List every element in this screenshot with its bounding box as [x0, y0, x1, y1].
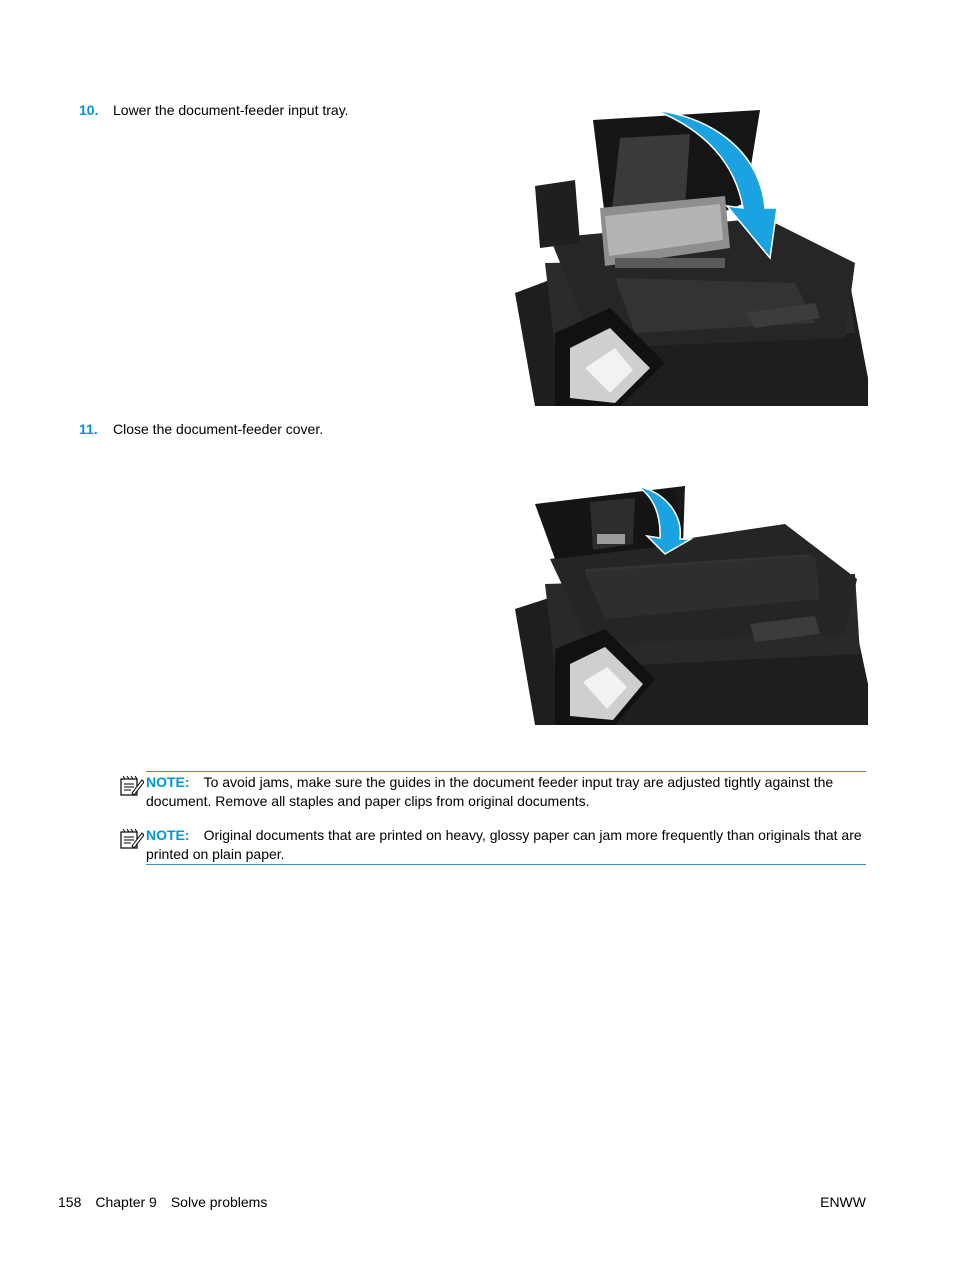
note-top-rule [146, 771, 866, 772]
note-text: To avoid jams, make sure the guides in the document feeder input tray are adjusted tightly against the document. Remove all staples and paper clips from original documents. [146, 774, 834, 809]
note-text: Original documents that are printed on heavy, glossy paper can jam more frequently than originals that are printed on plain paper. [146, 827, 862, 862]
note-icon [118, 827, 144, 851]
note-icon [118, 774, 144, 798]
step-text: Lower the document-feeder input tray. [113, 102, 349, 118]
step-11 [79, 420, 323, 438]
step-number: 11. [79, 421, 98, 437]
printer-illustration-close-cover [515, 484, 868, 725]
footer-right: ENWW [820, 1194, 866, 1210]
chapter-title: Solve problems [170, 1194, 268, 1210]
note-1 [146, 773, 866, 811]
note-bottom-rule [146, 864, 866, 865]
step-10 [79, 101, 349, 119]
chapter-label: Chapter 9 [95, 1194, 157, 1210]
step-text: Close the document-feeder cover. [113, 421, 324, 437]
note-2 [146, 826, 866, 864]
page-number: 158 [58, 1194, 82, 1210]
footer-left [58, 1193, 267, 1211]
step-number: 10. [79, 102, 99, 118]
note-label: NOTE: [146, 774, 190, 790]
printer-illustration-lower-tray [515, 108, 868, 406]
note-label: NOTE: [146, 827, 190, 843]
